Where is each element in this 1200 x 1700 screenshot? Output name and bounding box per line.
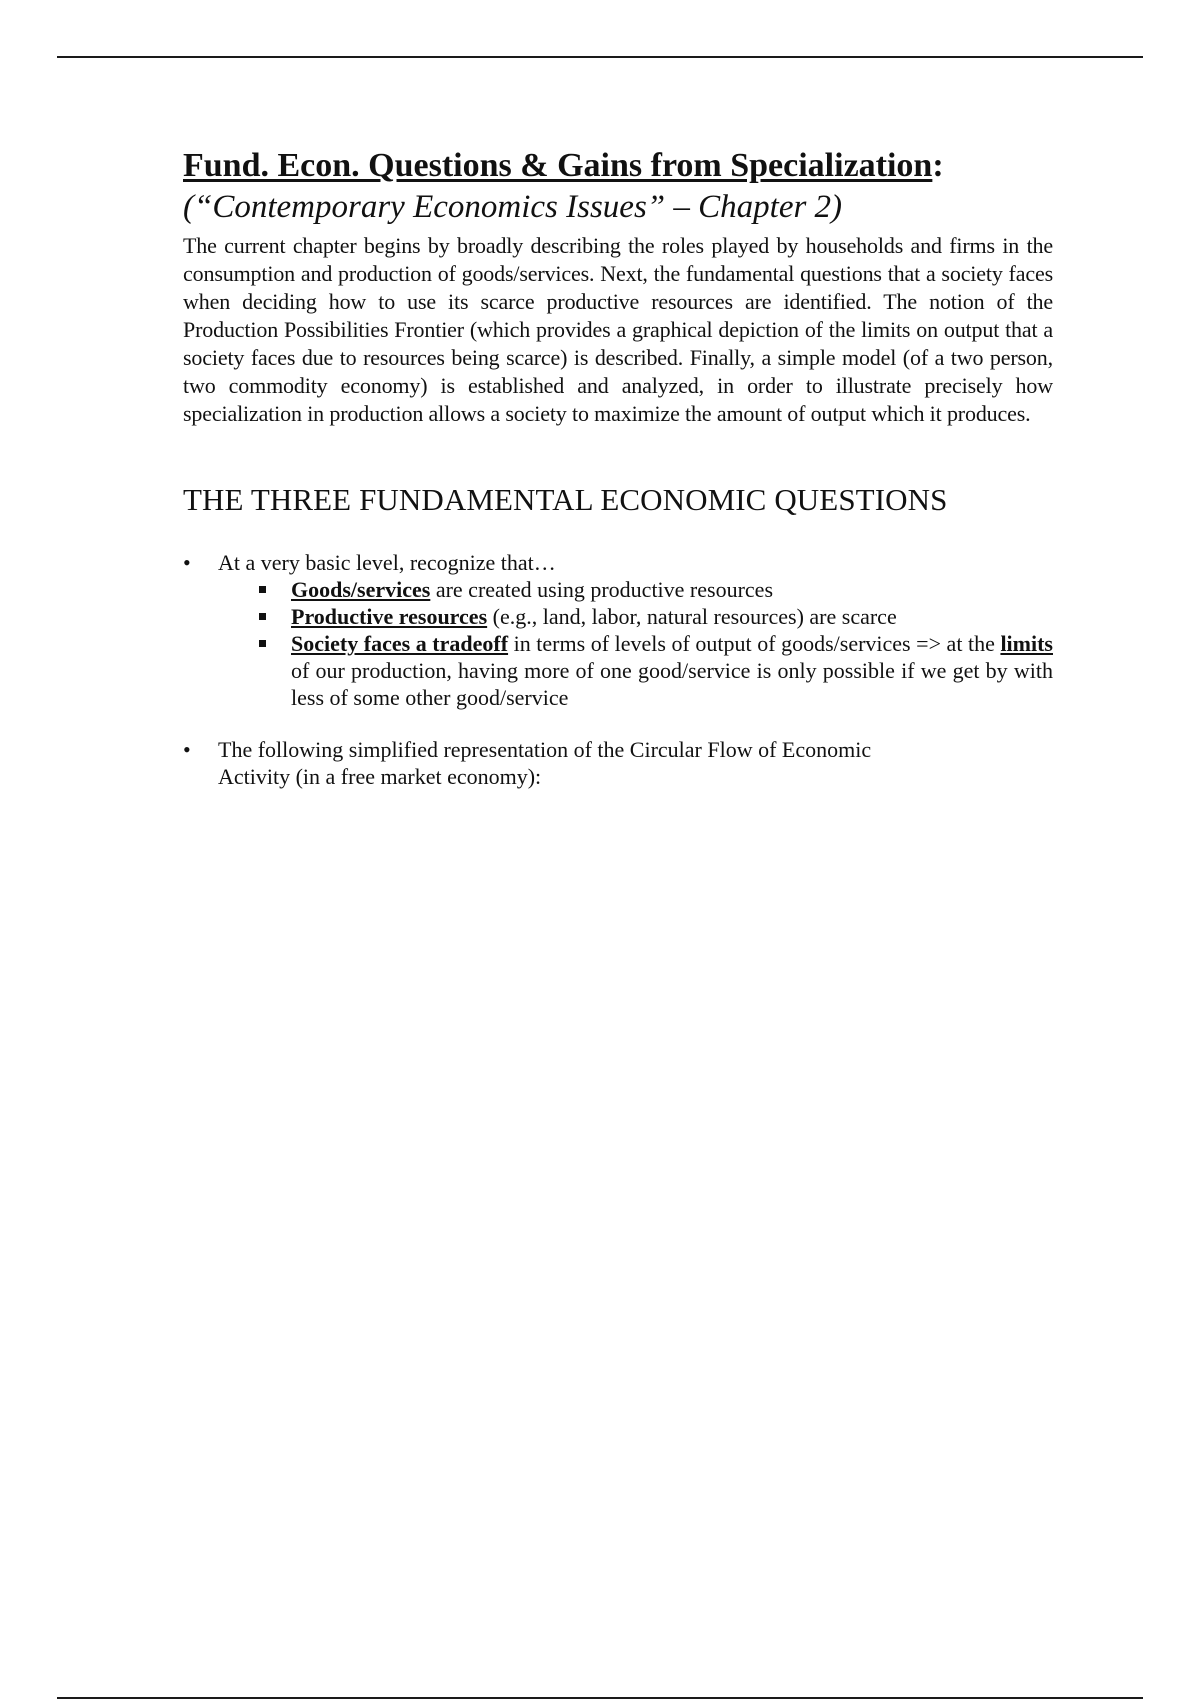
sub-bullet-list <box>218 576 1053 711</box>
key-term: Goods/services <box>291 577 431 602</box>
bullet-text: At a very basic level, recognize that… <box>218 550 556 575</box>
section-heading: THE THREE FUNDAMENTAL ECONOMIC QUESTIONS <box>183 482 948 517</box>
bullet-list <box>183 549 1053 790</box>
square-bullet-icon <box>259 613 266 620</box>
sub-bullet-text: are created using productive resources <box>430 577 774 602</box>
key-term: Productive resources <box>291 604 488 629</box>
bullet-dot-icon: • <box>183 737 191 762</box>
sub-bullet-item <box>291 630 1053 711</box>
document-title-text: Fund. Econ. Questions & Gains from Specialization <box>183 147 933 184</box>
document-title <box>183 146 1053 186</box>
footer-rule <box>57 1697 1143 1699</box>
key-term-limits: limits <box>1000 631 1053 656</box>
sub-bullet-item <box>291 576 1053 603</box>
key-term: Society faces a tradeoff <box>291 631 509 656</box>
document-subtitle: (“Contemporary Economics Issues” – Chapter 2) <box>183 189 843 225</box>
square-bullet-icon <box>259 640 266 647</box>
bullet-item-recognize <box>183 549 1053 711</box>
bullet-item-circular-flow <box>183 736 1053 790</box>
sub-bullet-text: of our production, having more of one good/service is only possible if we get by with less of some other good/service <box>291 658 1053 710</box>
intro-paragraph: The current chapter begins by broadly describing the roles played by households and firms in the consumption and production of goods/services. Next, the fundamental questions that a society faces when deciding how to use its scarce productive resources are identified. The notion of the Production Possibilities Frontier (which provides a graphical depiction of the limits on output that a society faces due to resources being scarce) is described. Finally, a simple model (of a two person, two commodity economy) is established and analyzed, in order to illustrate precisely how specialization in production allows a society to maximize the amount of output which it produces. <box>183 233 1053 426</box>
bullet-dot-icon: • <box>183 550 191 575</box>
page-content <box>183 146 1053 790</box>
bullet-text-line-2: Activity (in a free market economy): <box>218 764 542 789</box>
sub-bullet-text: in terms of levels of output of goods/services => at the <box>508 631 1001 656</box>
square-bullet-icon <box>259 586 266 593</box>
sub-bullet-item <box>291 603 1053 630</box>
document-title-colon: : <box>932 147 944 184</box>
bullet-text-line-1: The following simplified representation of the Circular Flow of Economic <box>218 737 872 762</box>
header-rule <box>57 56 1143 58</box>
sub-bullet-text: (e.g., land, labor, natural resources) are scarce <box>487 604 897 629</box>
